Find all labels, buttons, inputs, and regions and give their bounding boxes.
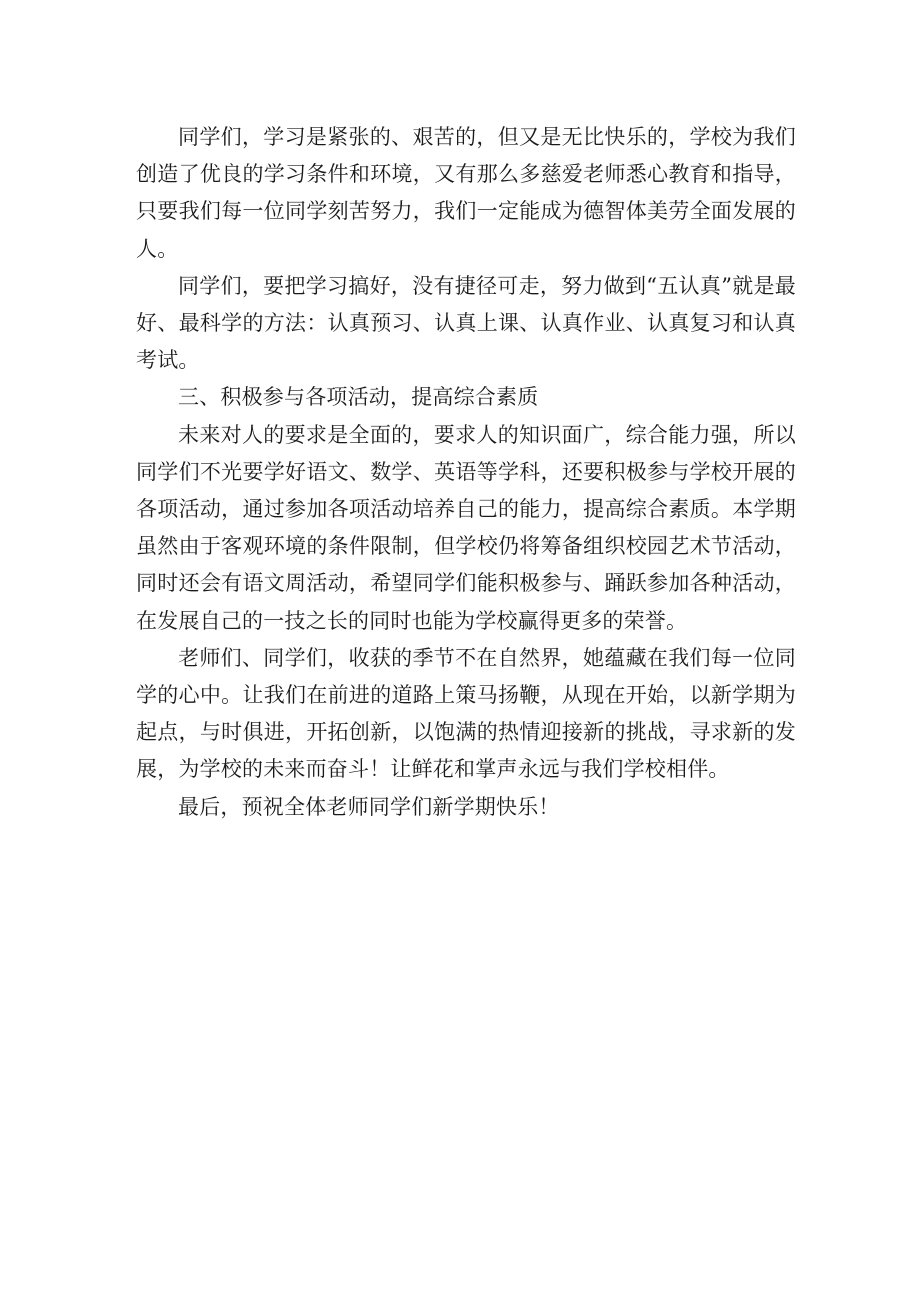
paragraph-study-environment: 同学们，学习是紧张的、艰苦的，但又是无比快乐的，学校为我们创造了优良的学习条件和环境，又有那么多慈爱老师悉心教育和指导，只要我们每一位同学刻苦努力，我们一定能成为德智体美劳全面发展的人。 [136,125,796,261]
section-heading-activities: 三、积极参与各项活动，提高综合素质 [178,385,539,410]
document-body [136,119,796,826]
paragraph-five-diligences: 同学们，要把学习搞好，没有捷径可走，努力做到“五认真”就是最好、最科学的方法：认真预习、认真上课、认真作业、认真复习和认真考试。 [136,273,796,373]
paragraph-closing-wishes: 最后，预祝全体老师同学们新学期快乐！ [178,794,560,819]
paragraph-harvest-season: 老师们、同学们，收获的季节不在自然界，她蕴藏在我们每一位同学的心中。让我们在前进的道路上策马扬鞭，从现在开始，以新学期为起点，与时俱进，开拓创新，以饱满的热情迎接新的挑战，寻求新的发展，为学校的未来而奋斗！让鲜花和掌声永远与我们学校相伴。 [136,645,796,782]
paragraph-activities: 未来对人的要求是全面的，要求人的知识面广，综合能力强，所以同学们不光要学好语文、数学、英语等学科，还要积极参与学校开展的各项活动，通过参加各项活动培养自己的能力，提高综合素质。本学期虽然由于客观环境的条件限制，但学校仍将筹备组织校园艺术节活动，同时还会有语文周活动，希望同学们能积极参与、踊跃参加各种活动，在发展自己的一技之长的同时也能为学校赢得更多的荣誉。 [136,422,796,633]
